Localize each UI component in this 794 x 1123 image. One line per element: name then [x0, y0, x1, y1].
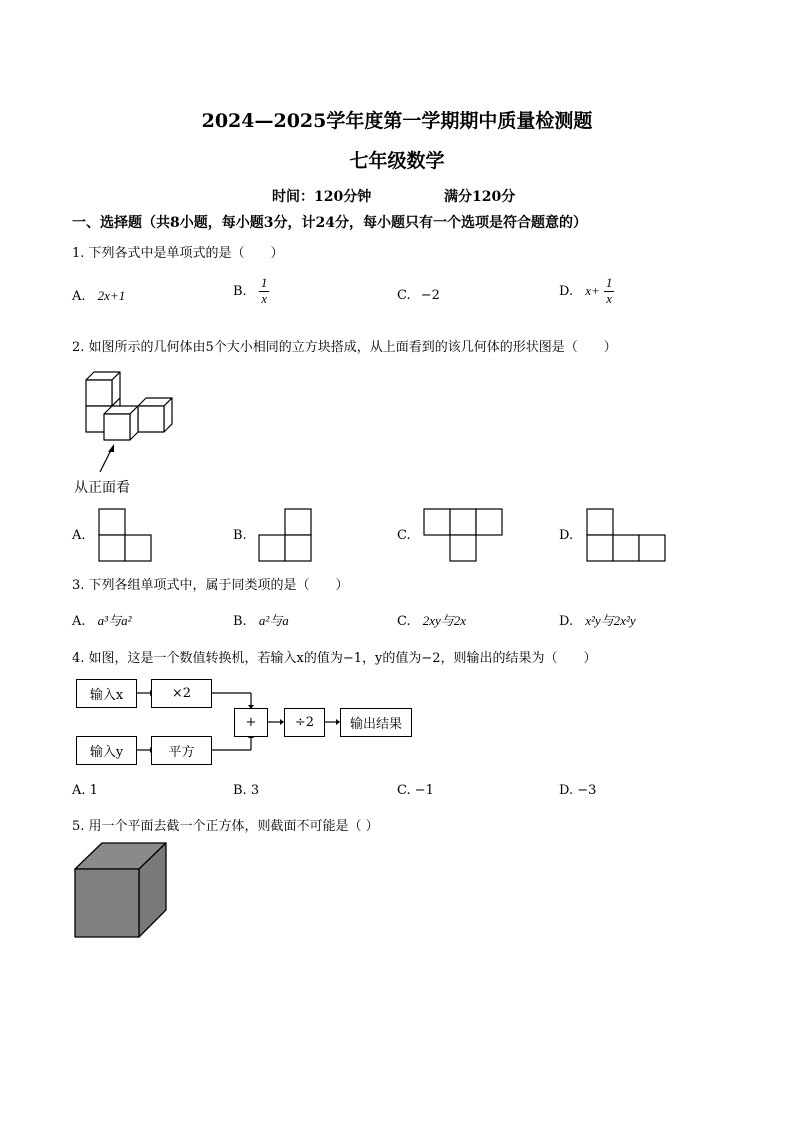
q3-stem: 3. 下列各组单项式中，属于同类项的是（ ）	[72, 578, 349, 593]
option-label: C.	[397, 614, 411, 629]
exam-time: 时间：120分钟	[272, 189, 372, 205]
option-label: C.	[397, 288, 411, 303]
q2-view-label: 从正面看	[74, 480, 130, 496]
grade-subject: 七年级数学	[349, 150, 445, 172]
exam-title: 2024—2025学年度第一学期期中质量检测题	[201, 110, 593, 132]
q2-option-d-label: D.	[559, 528, 574, 543]
option-label: B.	[233, 283, 247, 299]
option-expr: x²y与2x²y	[585, 613, 636, 628]
numerator: 1	[260, 275, 268, 290]
option-label: A.	[72, 614, 86, 629]
flow-box-times-2: ×2	[151, 679, 212, 708]
denominator: x	[261, 290, 267, 306]
option-expr: a²与a	[258, 613, 289, 628]
q4-option-c: C. −1	[397, 783, 434, 798]
option-label: A.	[72, 289, 86, 304]
flow-box-plus: +	[234, 708, 268, 737]
option-label: B.	[233, 614, 247, 629]
flow-box-input-y: 输入y	[76, 736, 137, 765]
option-expr: 2x+1	[97, 288, 126, 303]
q4-option-b: B. 3	[233, 783, 260, 798]
option-expr: −2	[420, 288, 440, 303]
q2-stem: 2. 如图所示的几何体由5个大小相同的立方块搭成，从上面看到的该几何体的形状图是（ ）	[72, 340, 617, 355]
q2-option-b-label: B.	[233, 528, 247, 543]
option-expr: a³与a²	[97, 613, 132, 628]
q2-option-c-label: C.	[397, 528, 411, 543]
q5-cube-figure	[74, 842, 170, 940]
q4-option-d: D. −3	[559, 783, 597, 798]
exam-score: 满分120分	[444, 189, 516, 205]
flow-box-square: 平方	[151, 736, 212, 765]
q4-option-a: A. 1	[72, 783, 98, 798]
option-label: D.	[559, 283, 574, 299]
option-expr: x+	[585, 283, 600, 299]
q5-stem: 5. 用一个平面去截一个正方体，则截面不可能是（ ）	[72, 819, 379, 834]
option-label: D.	[559, 614, 574, 629]
flow-box-input-x: 输入x	[76, 679, 137, 708]
option-expr: 2xy与2x	[422, 613, 467, 628]
q1-stem: 1. 下列各式中是单项式的是（ ）	[72, 246, 284, 261]
q4-stem: 4. 如图，这是一个数值转换机，若输入x的值为−1，y的值为−2，则输出的结果为（ ）	[72, 651, 597, 666]
section-heading: 一、选择题（共8小题，每小题3分，计24分，每小题只有一个选项是符合题意的）	[72, 215, 587, 231]
q2-option-a-label: A.	[72, 528, 86, 543]
denominator: x	[606, 290, 613, 306]
flow-box-output: 输出结果	[340, 708, 412, 737]
numerator: 1	[605, 275, 613, 290]
flow-box-divide-2: ÷2	[284, 708, 325, 737]
